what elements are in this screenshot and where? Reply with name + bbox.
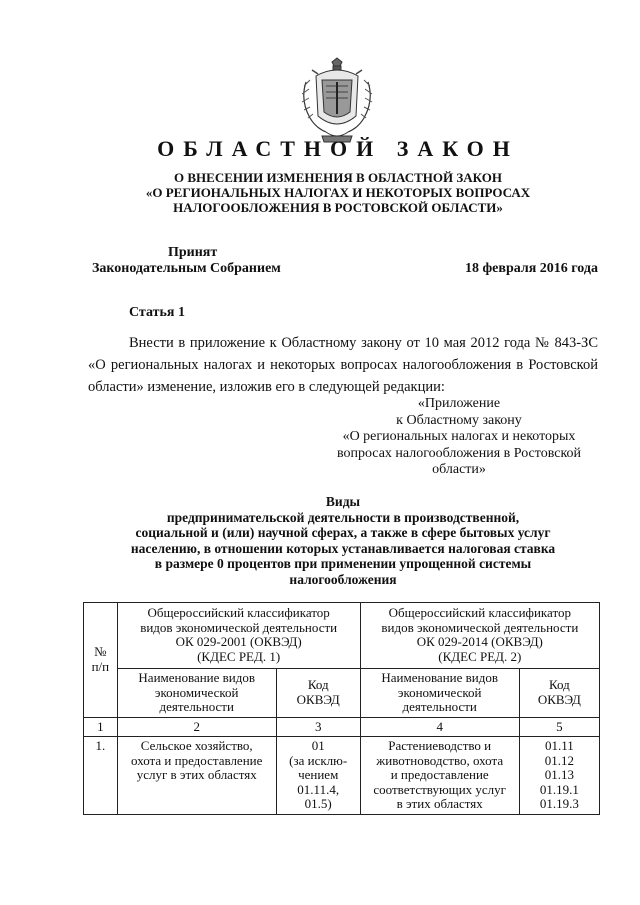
- subheader-line: деятельности: [159, 699, 234, 714]
- kinds-line: социальной и (или) научной сферах, а также в сфере бытовых услуг: [135, 525, 551, 540]
- column-number-cell: 3: [276, 717, 360, 737]
- appendix-line: «Приложение: [417, 396, 501, 411]
- law-subtitle-line: О ВНЕСЕНИИ ИЗМЕНЕНИЯ В ОБЛАСТНОЙ ЗАКОН: [174, 170, 502, 185]
- subheader-code-2001: [276, 669, 360, 718]
- cell-line: Растениеводство и: [388, 738, 492, 753]
- law-subtitle-line: НАЛОГООБЛОЖЕНИЯ В РОСТОВСКОЙ ОБЛАСТИ»: [173, 200, 503, 215]
- cell-line: и предоставление: [390, 767, 489, 782]
- cell-line: 01.5): [304, 796, 332, 811]
- header-classifier-2014: [360, 603, 599, 669]
- adoption-date: 18 февраля 2016 года: [465, 261, 598, 276]
- classifier-line: видов экономической деятельности: [140, 619, 338, 635]
- law-subtitle: [0, 170, 640, 215]
- adoption-line: Законодательным Собранием: [92, 261, 281, 276]
- classifier-line: (КДЕС РЕД. 1): [197, 648, 281, 664]
- subheader-name-2014: [360, 669, 519, 718]
- cell-line: 01.11: [544, 738, 574, 753]
- kinds-line: населению, в отношении которых устанавливается налоговая ставка: [130, 540, 556, 556]
- subheader-line: Наименование видов: [138, 670, 255, 685]
- column-number-row: [84, 717, 600, 737]
- table-row: [84, 737, 600, 815]
- cell-line: в этих областях: [396, 796, 483, 811]
- cell-line: 01.12: [544, 752, 574, 768]
- cell-line: 01: [311, 738, 325, 753]
- kinds-line: предпринимательской деятельности в производственной,: [166, 509, 520, 525]
- adoption-body: [92, 245, 281, 277]
- cell-line: животноводство, охота: [376, 752, 504, 768]
- column-number-cell: 5: [519, 717, 599, 737]
- law-title: ОБЛАСТНОЙ ЗАКОН: [157, 136, 519, 161]
- okved-code-2001-cell: [276, 737, 360, 815]
- row-number-cell: 1.: [84, 737, 118, 815]
- cell-line: 01.19.1: [539, 781, 579, 797]
- rostov-coat-of-arms-emblem: [296, 56, 378, 146]
- appendix-line: «О региональных налогах и некоторых: [342, 429, 576, 444]
- cell-line: чением: [298, 767, 339, 782]
- classifier-line: Общероссийский классификатор: [147, 605, 330, 620]
- subheader-line: Код: [548, 677, 570, 693]
- header-classifier-2001: [117, 603, 360, 669]
- classifier-line: (КДЕС РЕД. 2): [438, 648, 522, 664]
- cell-line: Сельское хозяйство,: [140, 738, 253, 753]
- classifier-line: Общероссийский классификатор: [388, 605, 571, 620]
- law-subtitle-line: «О РЕГИОНАЛЬНЫХ НАЛОГАХ И НЕКОТОРЫХ ВОПРОСАХ: [145, 185, 531, 200]
- kinds-heading: [90, 494, 596, 587]
- subheader-line: экономической: [154, 684, 239, 700]
- article-heading: Статья 1: [129, 305, 185, 320]
- subheader-line: деятельности: [402, 699, 477, 714]
- subheader-line: Наименование видов: [381, 670, 498, 685]
- subheader-line: ОКВЭД: [296, 691, 340, 707]
- okved-table: [83, 602, 600, 815]
- classifier-line: ОК 029-2001 (ОКВЭД): [175, 634, 302, 649]
- article-text-block: [88, 332, 598, 398]
- cell-line: 01.11.4,: [297, 781, 340, 797]
- header-num-cell: [84, 603, 118, 718]
- header-num-line: №: [94, 644, 107, 660]
- cell-line: (за исклю-: [289, 752, 348, 768]
- header-num-line: п/п: [91, 658, 110, 674]
- appendix-line: вопросах налогообложения в Ростовской: [336, 445, 582, 461]
- column-number-cell: 1: [84, 717, 118, 737]
- kinds-line: налогообложения: [289, 571, 397, 587]
- okved-code-2014-cell: [519, 737, 599, 815]
- subheader-code-2014: [519, 669, 599, 718]
- adoption-line: Принят: [168, 245, 218, 260]
- column-number-cell: 2: [117, 717, 276, 737]
- cell-line: охота и предоставление: [131, 752, 263, 768]
- activity-name-2001-cell: [117, 737, 276, 815]
- kinds-line: Виды: [325, 494, 361, 509]
- subheader-line: ОКВЭД: [537, 691, 581, 707]
- table-header-row: [84, 603, 600, 669]
- cell-line: услуг в этих областях: [136, 767, 257, 782]
- subheader-name-2001: [117, 669, 276, 718]
- subheader-line: Код: [307, 677, 329, 693]
- cell-line: 01.19.3: [539, 796, 579, 811]
- article-text: Внести в приложение к Областному закону от 10 мая 2012 года № 843-ЗС «О региональных налогах и некоторых вопросах налогообложения в Ростовской области» изменение, изложив его в следующей редакции:: [88, 335, 598, 395]
- cell-line: соответствующих услуг: [373, 781, 506, 797]
- classifier-line: ОК 029-2014 (ОКВЭД): [416, 634, 543, 649]
- table-subheader-row: [84, 669, 600, 718]
- cell-line: 01.13: [544, 767, 574, 782]
- appendix-heading: [318, 396, 600, 479]
- kinds-line: в размере 0 процентов при применении упрощенной системы: [154, 556, 532, 571]
- appendix-line: области»: [432, 462, 486, 477]
- subheader-line: экономической: [397, 684, 482, 700]
- column-number-cell: 4: [360, 717, 519, 737]
- classifier-line: видов экономической деятельности: [381, 619, 579, 635]
- activity-name-2014-cell: [360, 737, 519, 815]
- appendix-line: к Областному закону: [396, 412, 522, 428]
